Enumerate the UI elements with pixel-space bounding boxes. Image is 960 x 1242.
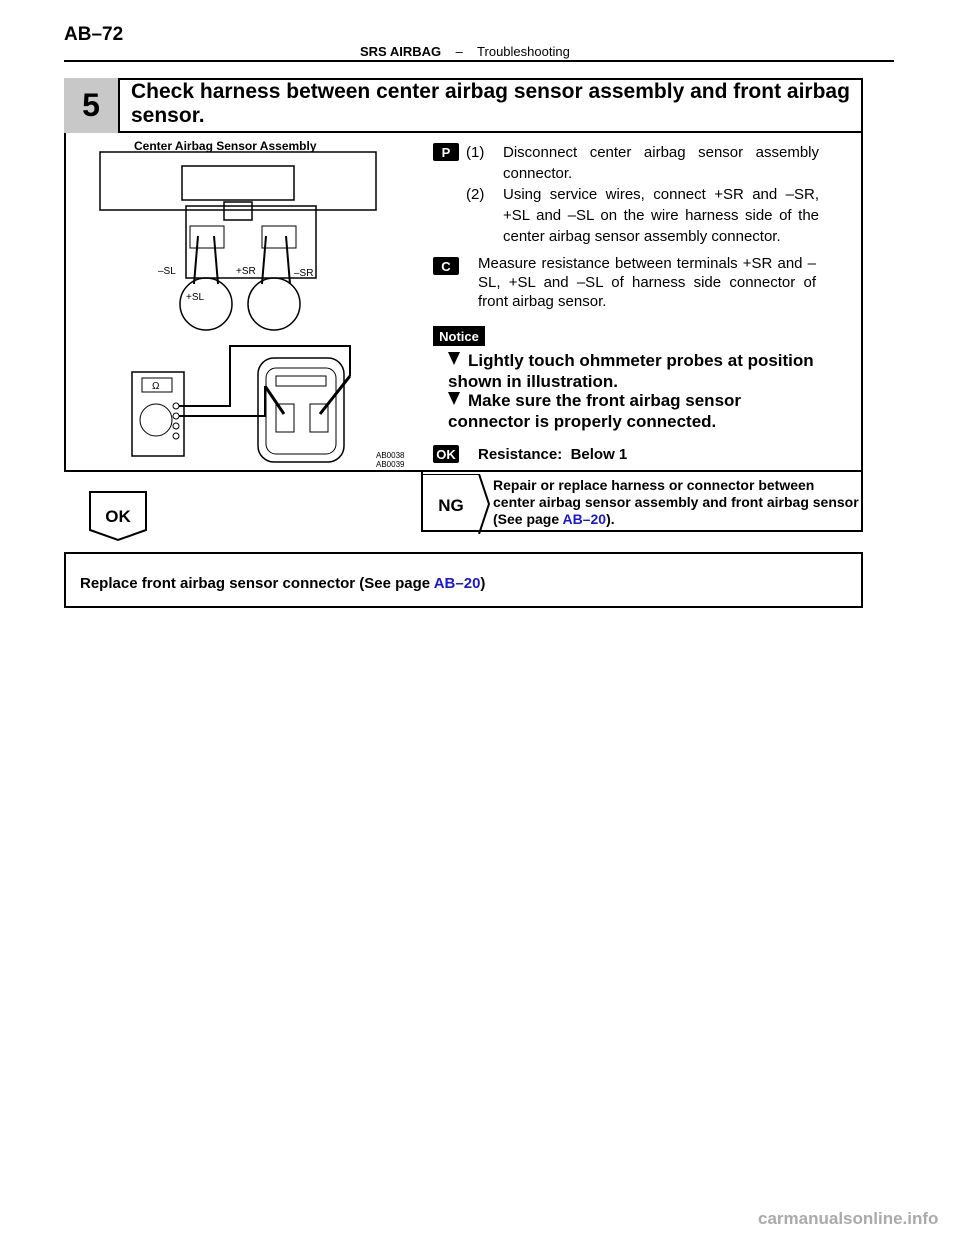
final-action-text: Replace front airbag sensor connector (See page AB–20)	[80, 575, 486, 592]
notice-tag: Notice	[433, 326, 485, 346]
step1-number: (1)	[466, 144, 485, 161]
header-rule	[64, 60, 894, 62]
step2-text: Using service wires, connect +SR and –SR, +SL and –SL on the wire harness side of the center airbag sensor assembly connector.	[503, 186, 819, 245]
ok-branch-label: OK	[105, 507, 131, 526]
bullet-icon	[448, 392, 460, 405]
figure-id-2: AB0039	[376, 460, 405, 469]
ok-spec-tag: OK	[433, 445, 459, 463]
notice-item-2: Make sure the front airbag sensor connector is properly connected.	[448, 391, 742, 431]
final-page-link[interactable]: AB–20	[433, 575, 481, 592]
diagram-caption: Center Airbag Sensor Assembly	[134, 139, 317, 153]
ohm-symbol: Ω	[152, 381, 160, 392]
step-header-divider	[64, 131, 863, 133]
wiring-diagram	[90, 136, 420, 472]
label-plus-sl: +SL	[186, 292, 205, 303]
label-minus-sr: –SR	[294, 268, 314, 279]
step-number: 5	[64, 78, 120, 133]
prepare-tag: P	[433, 143, 459, 161]
page-number: AB–72	[64, 24, 124, 45]
step-title: Check harness between center airbag sensor assembly and front airbag sensor.	[131, 80, 850, 127]
subsection-title: Troubleshooting	[477, 44, 570, 59]
watermark: carmanualsonline.info	[758, 1209, 939, 1228]
check-tag: C	[433, 257, 459, 275]
section-title: SRS AIRBAG	[360, 44, 442, 59]
step1-text: Disconnect center airbag sensor assembly connector.	[503, 144, 819, 182]
ng-action-text: Repair or replace harness or connector between center airbag sensor assembly and front airbag sensor (See page AB–20).	[493, 477, 859, 527]
step2-number: (2)	[466, 186, 485, 203]
figure-id-1: AB0038	[376, 451, 405, 460]
bullet-icon	[448, 352, 460, 365]
header-separator: –	[455, 44, 463, 59]
label-plus-sr: +SR	[236, 266, 256, 277]
ok-spec	[478, 444, 627, 465]
ng-branch-label: NG	[438, 496, 464, 515]
label-minus-sl: –SL	[158, 266, 176, 277]
ng-page-link[interactable]: AB–20	[562, 511, 607, 527]
check-text: Measure resistance between terminals +SR and –SL, +SL and –SL of harness side connector of front airbag sensor.	[478, 255, 816, 310]
running-header	[360, 44, 570, 59]
ok-spec-value: Below 1	[570, 446, 628, 463]
notice-item-1: Lightly touch ohmmeter probes at position shown in illustration.	[448, 351, 814, 391]
ok-branch-arrow	[88, 490, 148, 542]
ok-spec-label: Resistance:	[478, 446, 563, 463]
ng-branch-arrow	[421, 474, 491, 534]
